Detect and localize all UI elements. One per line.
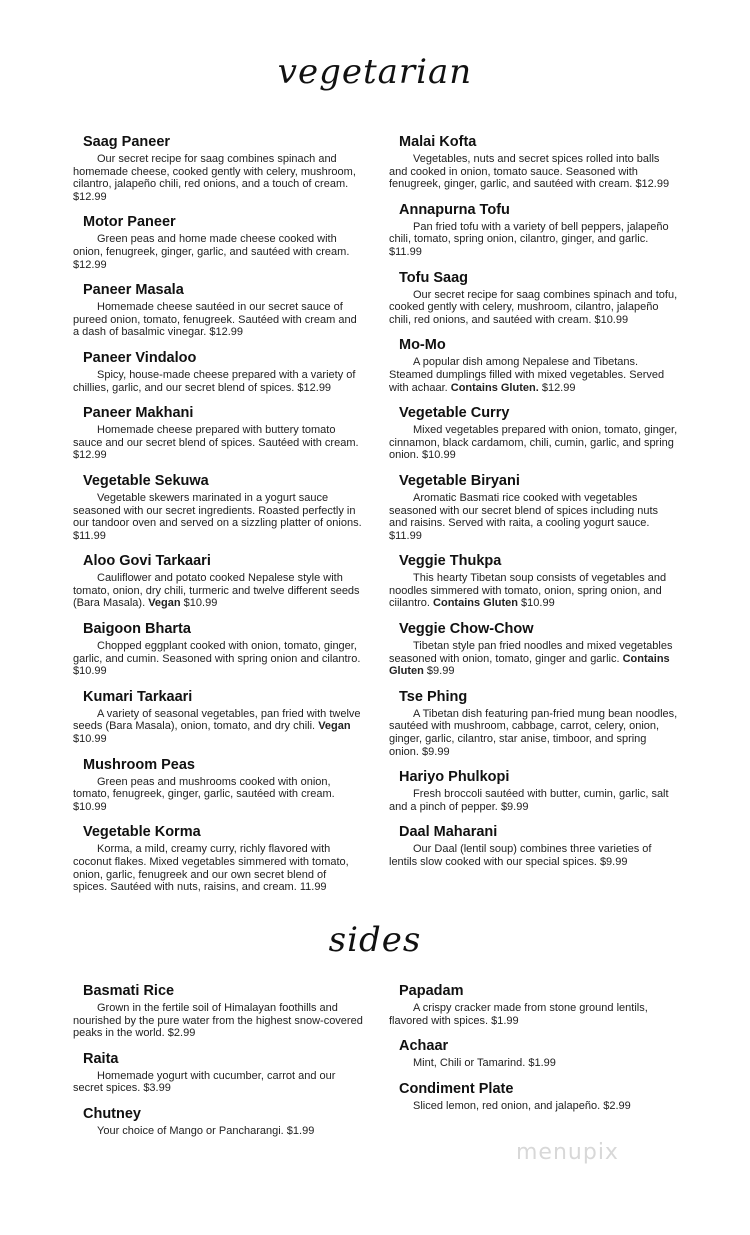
menu-item-description-line [73,301,363,339]
menu-item [73,1050,363,1095]
menu-item [389,472,679,542]
menu-item-price: $2.99 [167,1027,196,1040]
menu-item-description: Vegetable skewers marinated in a yogurt sauce seasoned with our secret ingredients. Roasted perfectly in our tandoor oven and served on a sizzling platter of onions. [73,491,362,530]
menu-item-description-line [73,843,363,893]
menu-item [389,133,679,191]
menu-item-description: Korma, a mild, creamy curry, richly flavored with coconut flakes. Mixed vegetables simmered with tomato, onion, garlic, fenugreek and our own secret blend of spices. Sautéed with nuts, raisins, and cream. [73,843,349,894]
menu-item-price: $2.99 [603,1099,631,1112]
menu-item [389,823,679,868]
menu-item-price: $9.99 [422,745,450,758]
menu-item [73,823,363,893]
menu-item-name: Kumari Tarkaari [83,688,193,705]
menu-item-description: Mint, Chili or Tamarind. [413,1057,526,1070]
menu-item-name: Baigoon Bharta [83,621,191,638]
menu-item-description: Homemade cheese sautéed in our secret sauce of pureed onion, tomato, fenugreek. Sautéed with cream and a dash of basalmic vinegar. [73,301,357,339]
menu-item-description: Homemade yogurt with cucumber, carrot and our secret spices. [73,1069,336,1095]
menu-item-description: A Tibetan dish featuring pan-fried mung bean noodles, sautéed with mushroom, cabbage, carrot, celery, onion, ginger, garlic, cilantro, star anise, timboor, and spring onion. [389,707,678,758]
menu-item-price: $11.99 [389,245,422,258]
menu-item-name: Veggie Chow-Chow [399,621,534,638]
menu-item-description: Grown in the fertile soil of Himalayan foothills and nourished by the pure water from the highest snow-covered peaks in the world. [73,1002,363,1040]
menu-item-name: Tofu Saag [399,269,469,286]
menu-item-description-line [73,233,363,271]
menu-item-description: Green peas and home made cheese cooked with onion, fenugreek, ginger, garlic, and sautéed with cream. [73,233,350,258]
menu-item-description: Aromatic Basmati rice cooked with vegetables seasoned with our secret blend of spices including nuts and raisins. Served with raita, a cooling yogurt sauce. [389,491,659,530]
menu-item-description-line [73,776,363,814]
menu-item-description: Chopped eggplant cooked with onion, tomato, ginger, garlic, and cumin. Seasoned with spring onion and cilantro. [73,640,361,665]
menu-item-description-line [389,788,679,813]
menu-item-price: 11.99 [299,881,327,894]
menu-item-description: Sliced lemon, red onion, and jalapeño. [413,1099,601,1112]
menu-item-price: $10.99 [183,597,218,610]
menu-item [389,982,679,1027]
menu-item [389,336,679,394]
menu-item-price: $3.99 [143,1082,171,1095]
menu-item-name: Paneer Masala [83,282,184,299]
menu-item-name: Veggie Thukpa [399,553,502,570]
menu-item-description: Our secret recipe for saag combines spinach and homemade cheese, cooked gently with celery, mushroom, cilantro, jalapeño chili, red onions, and a touch of cream. [73,153,356,191]
menu-item [389,552,679,610]
menu-item [389,1080,679,1113]
menu-item-description-line [73,492,363,542]
menu-item-price: $12.99 [635,178,670,191]
menu-item-description: Mixed vegetables prepared with onion, tomato, ginger, cinnamon, black cardamom, chili, cumin, garlic, and spring onion. [389,424,678,462]
menu-item [73,349,363,394]
menu-item-price: $12.99 [541,381,576,394]
sides-right-column [389,982,679,1122]
menu-item-description-line [389,1057,679,1070]
menu-item-description: A variety of seasonal vegetables, pan fried with twelve seeds (Bara Masala), onion, tomato, and dry chili. [73,707,361,733]
menu-item-name: Chutney [83,1105,141,1122]
menu-item-price: $9.99 [500,800,529,813]
menu-item-tag: Vegan [148,597,181,610]
menu-item-description-line [389,153,679,191]
menu-item-description-line [73,424,363,462]
menu-item-description: Vegetables, nuts and secret spices rolled into balls and cooked in onion, tomato sauce. Seasoned with fenugreek, ginger, garlic, and sautéed with cream. [389,153,660,191]
menu-item-price: $1.99 [528,1057,556,1070]
menu-item-description-line [389,424,679,462]
menu-item [389,688,679,758]
menu-item-price: $1.99 [491,1014,519,1027]
menu-item [73,688,363,746]
menu-item-price: $12.99 [73,258,107,271]
menu-item-description-line [389,640,679,678]
menu-item [73,552,363,610]
menu-item-description: Tibetan style pan fried noodles and mixed vegetables seasoned with onion, tomato, ginger and garlic. [389,640,673,665]
menu-item [73,756,363,814]
vegetarian-right-column [389,133,679,879]
menu-item-price: $10.99 [73,800,107,813]
menu-item-name: Annapurna Tofu [399,201,510,218]
menu-item [73,213,363,271]
menu-item-description-line [73,572,363,610]
menu-item-name: Hariyo Phulkopi [399,769,510,786]
menu-item-price: $11.99 [389,529,422,542]
sides-section-title: sides [328,920,422,960]
menu-item-description: Our Daal (lentil soup) combines three varieties of lentils slow cooked with our special spices. [389,843,652,868]
menu-item-price: $10.99 [521,597,555,610]
vegetarian-left-column [73,133,363,904]
menu-item-description-line [389,708,679,758]
menu-item-price: $9.99 [599,856,628,868]
menu-item-description: This hearty Tibetan soup consists of vegetables and noodles simmered with tomato, onion, spring onion, and ciilantro. [389,572,667,610]
menu-item-price: $12.99 [297,381,332,394]
menu-item-description: Your choice of Mango or Pancharangi. [97,1124,284,1137]
menu-item-name: Vegetable Biryani [399,472,520,489]
menu-item-description-line [389,572,679,610]
menu-item-tag: Vegan [318,720,351,733]
menu-item-description-line [389,1002,679,1027]
menupix-watermark: menupix [516,1140,619,1165]
sides-left-column [73,982,363,1148]
menu-item-price: $11.99 [73,529,106,542]
menu-item-name: Raita [83,1050,119,1067]
menu-item-name: Vegetable Sekuwa [83,472,209,489]
menu-item-name: Malai Kofta [399,134,477,150]
menu-item [389,768,679,813]
menu-item-price: $9.99 [426,665,455,678]
menu-item [389,620,679,678]
menu-item [389,201,679,259]
menu-item-description-line [73,1070,363,1095]
menu-item [73,404,363,462]
menu-item-price: $10.99 [422,449,456,462]
menu-item-name: Condiment Plate [399,1080,514,1097]
menu-item [73,620,363,678]
menu-item-name: Vegetable Curry [399,405,510,422]
menu-item-name: Paneer Makhani [83,405,194,422]
menu-item-description-line [389,356,679,394]
menu-item [73,982,363,1040]
menu-item-name: Saag Paneer [83,134,171,150]
menu-item-name: Mushroom Peas [83,756,195,773]
menu-item-name: Motor Paneer [83,214,176,231]
menu-item-description: Our secret recipe for saag combines spinach and tofu, cooked gently with celery, mushroom, cilantro, jalapeño chili, red onions, and sautéed with cream. [389,288,678,326]
menu-item-name: Tse Phing [399,688,468,705]
menu-item [73,133,363,203]
menu-item-price: $12.99 [209,326,244,339]
menu-item-price: $12.99 [73,449,107,462]
menu-item [389,1037,679,1070]
menu-item-description: Homemade cheese prepared with buttery tomato sauce and our secret blend of spices. Sautéed with cream. [73,424,359,449]
menu-item-name: Papadam [399,983,464,999]
menu-item-description-line [389,1100,679,1113]
menu-item-price: $1.99 [286,1124,315,1137]
menu-item-description-line [73,1125,363,1138]
menu-item-description-line [389,289,679,327]
menu-item-name: Aloo Govi Tarkaari [83,553,211,570]
menu-item-description-line [389,492,679,542]
menu-item-description-line [389,843,679,868]
menu-item-description: Spicy, house-made cheese prepared with a variety of chillies, garlic, and our secret blend of spices. [73,368,356,394]
menu-item-description: Pan fried tofu with a variety of bell peppers, jalapeño chili, tomato, spring onion, cilantro, ginger, and garlic. [389,220,669,246]
menu-item-name: Vegetable Korma [83,824,201,841]
menu-item-name: Daal Maharani [399,824,498,841]
menu-item-tag: Contains Gluten [389,652,670,678]
menu-item-price: $12.99 [73,190,107,203]
menu-item-description-line [73,1002,363,1040]
menu-item-description: A crispy cracker made from stone ground lentils, flavored with spices. [389,1002,648,1027]
menu-item-description-line [389,221,679,259]
menu-item [389,269,679,327]
menu-item-description-line [73,708,363,746]
menu-item-price: $10.99 [594,313,629,326]
menu-item-description-line [73,640,363,678]
menu-item-description: Cauliflower and potato cooked Nepalese style with tomato, onion, dry chili, turmeric and twelve different seeds (Bara Masala). [73,572,360,610]
menu-item [73,1105,363,1138]
menu-item [73,281,363,339]
menu-item-description: Green peas and mushrooms cooked with onion, tomato, fenugreek, ginger, garlic, sautéed with cream. [73,775,335,801]
menu-item-description-line [73,153,363,203]
menu-item-tag: Contains Gluten [433,597,518,610]
menu-item-price: $10.99 [73,733,107,746]
menu-item [73,472,363,542]
menu-item-tag: Contains Gluten. [450,381,539,394]
menu-item [389,404,679,462]
menu-item-name: Paneer Vindaloo [83,349,197,366]
menu-item-name: Achaar [399,1038,449,1055]
menu-item-description: Fresh broccoli sautéed with butter, cumin, garlic, salt and a pinch of pepper. [389,788,669,813]
menu-item-name: Mo-Mo [399,337,446,354]
vegetarian-section-title: vegetarian [277,52,473,92]
menu-item-name: Basmati Rice [83,983,175,999]
menu-item-description-line [73,369,363,394]
menu-item-description: A popular dish among Nepalese and Tibetans. Steamed dumplings filled with mixed vegetables. Served with achaar. [389,356,665,394]
menu-item-price: $10.99 [73,665,107,678]
